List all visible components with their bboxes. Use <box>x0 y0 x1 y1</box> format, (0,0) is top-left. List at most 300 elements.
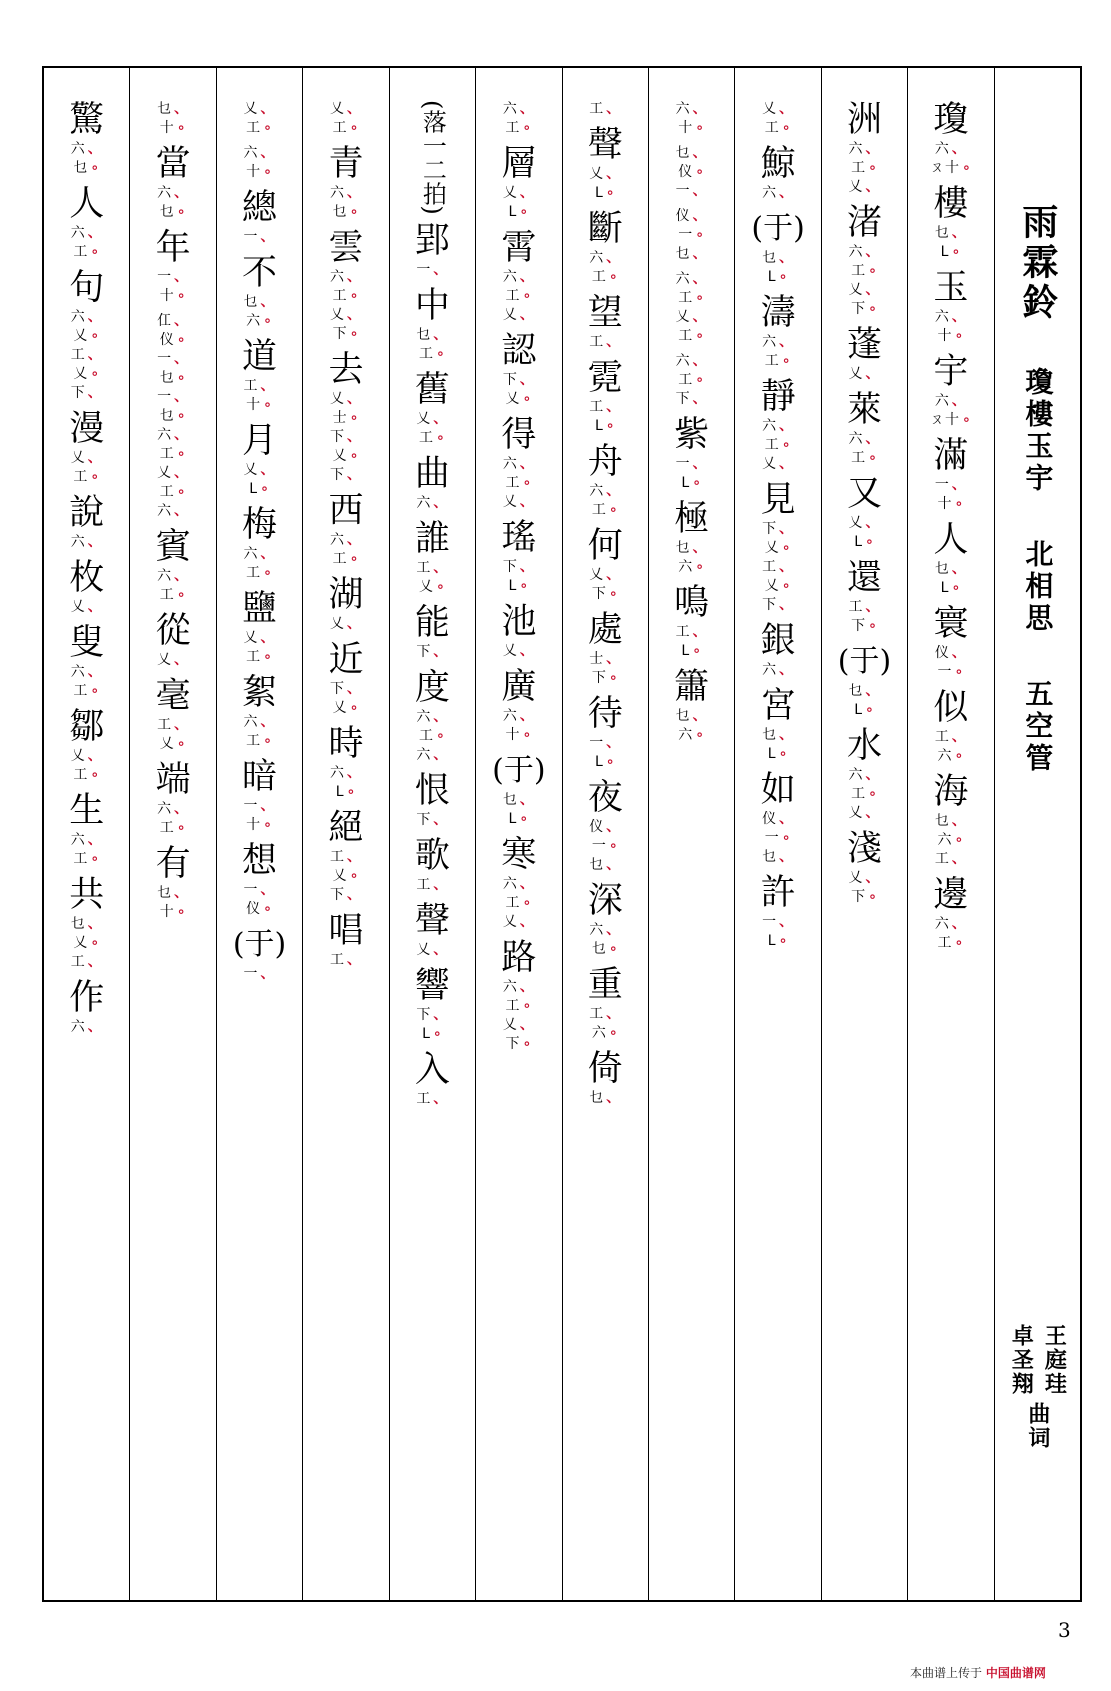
lyric-unit <box>328 724 363 802</box>
lyric-char: 似 <box>933 688 969 728</box>
beat-mark: 、 <box>779 597 795 613</box>
song-subtitle: 瓊樓玉宇 <box>1021 367 1055 495</box>
beat-mark: 、 <box>606 819 622 835</box>
beat-mark: 、 <box>865 515 881 531</box>
beat-mark: 、 <box>346 887 362 903</box>
notation-mark: 工 ∘ <box>419 345 446 362</box>
beat-mark: 、 <box>346 429 362 445</box>
notation-mark: 六 、 <box>589 483 622 499</box>
score-column-7 <box>390 68 476 1600</box>
beat-mark: 、 <box>346 616 362 632</box>
lyric-char: 舟 <box>587 442 623 482</box>
beat-mark: ∘ <box>781 540 792 556</box>
beat-mark: ∘ <box>176 120 187 136</box>
lyric-unit <box>847 390 882 468</box>
lyric-unit <box>242 757 277 835</box>
beat-mark: ∘ <box>954 748 965 764</box>
lyric-char: 枚 <box>69 558 105 598</box>
beat-mark: 、 <box>174 351 190 367</box>
lyric-char: (于) <box>492 753 546 788</box>
lyric-unit <box>242 841 277 919</box>
lyric-char: 從 <box>155 611 191 651</box>
lyric-char: 度 <box>414 667 450 708</box>
notation-mark: 六 、 <box>848 431 881 447</box>
notation-mark: 乂 ∘ <box>332 700 360 716</box>
lyric-unit <box>242 589 277 667</box>
beat-mark: 、 <box>433 261 449 278</box>
beat-mark: 、 <box>174 185 190 201</box>
notation-mark: L ∘ <box>854 702 875 718</box>
beat-mark: 、 <box>865 179 881 195</box>
beat-mark: ∘ <box>522 475 533 491</box>
beat-mark: 、 <box>865 141 881 157</box>
notation-mark: 下 、 <box>70 385 103 401</box>
notation-mark: 工 、 <box>329 849 362 865</box>
beat-mark: 、 <box>87 225 103 241</box>
beat-mark: 、 <box>779 811 795 827</box>
page-number: 3 <box>1058 1618 1071 1642</box>
lyric-char: 想 <box>242 841 278 881</box>
lyric-unit <box>503 100 535 138</box>
notation-mark: 工 ∘ <box>937 935 965 951</box>
beat-mark: 、 <box>174 465 190 481</box>
notation-mark: 工 、 <box>934 851 967 867</box>
notation-mark: 工 ∘ <box>73 767 101 783</box>
score-column-10 <box>130 68 216 1600</box>
notation-mark: 工 ∘ <box>246 120 273 136</box>
lyric-unit <box>761 873 796 951</box>
lyric-unit <box>157 100 189 138</box>
beat-mark: 、 <box>433 746 449 763</box>
notation-mark: 十 ∘ <box>159 120 187 136</box>
lyric-unit <box>233 925 286 984</box>
beat-mark: 、 <box>519 876 535 892</box>
beat-mark: 、 <box>951 851 967 867</box>
beat-mark: 、 <box>865 870 881 886</box>
beat-mark: ∘ <box>176 736 187 752</box>
lyric-unit <box>415 668 450 765</box>
notation-mark: 下 ∘ <box>851 618 878 634</box>
credit-role: 曲词 <box>1024 1402 1050 1450</box>
beat-mark: ∘ <box>349 448 360 464</box>
lyric-unit <box>156 144 191 222</box>
beat-mark: 、 <box>951 309 967 325</box>
notation-mark: 乜 、 <box>157 885 190 901</box>
credits-block <box>1005 1324 1069 1450</box>
beat-mark: 、 <box>779 418 795 434</box>
notation-mark: 乜 、 <box>157 101 190 117</box>
lyric-char: 瓊 <box>933 100 969 140</box>
notation-mark: 工 ∘ <box>246 565 273 581</box>
lyric-char: 霄 <box>501 228 537 268</box>
notation-mark: 一 、 <box>243 229 276 245</box>
beat-mark: ∘ <box>90 160 101 176</box>
beat-mark: ∘ <box>692 643 702 659</box>
beat-mark: 、 <box>433 326 449 343</box>
notation-mark: 工 ∘ <box>159 446 187 462</box>
beat-mark: ∘ <box>90 767 101 783</box>
notation-mark: 乂 ∘ <box>73 366 101 382</box>
notation-mark: 工 、 <box>157 717 190 733</box>
lyric-unit <box>761 621 796 680</box>
lyric-unit <box>838 642 891 720</box>
notation-mark: 工 ∘ <box>505 288 533 304</box>
beat-mark: ∘ <box>263 817 273 833</box>
lyric-char: 宮 <box>760 686 796 726</box>
beat-mark: ∘ <box>90 469 101 485</box>
lyric-unit <box>588 358 623 436</box>
beat-mark: ∘ <box>176 820 187 836</box>
beat-mark: 、 <box>174 717 190 733</box>
lyric-unit <box>156 228 191 306</box>
notation-mark: 工 ∘ <box>419 727 446 744</box>
beat-mark: ∘ <box>608 586 619 602</box>
beat-mark: 、 <box>433 941 449 958</box>
lyric-unit <box>242 253 277 331</box>
lyric-char: 邊 <box>933 875 969 915</box>
beat-mark: 、 <box>951 477 967 493</box>
notation-mark: 乂 、 <box>848 805 881 821</box>
notation-mark: 乜 、 <box>243 294 276 310</box>
lyric-unit <box>501 228 536 325</box>
notation-mark: 乂 、 <box>416 410 449 427</box>
beat-mark: ∘ <box>608 670 619 686</box>
lyric-char: 近 <box>328 640 364 680</box>
notation-mark: L ∘ <box>767 746 789 762</box>
notation-mark: 六 、 <box>502 979 535 995</box>
notation-mark: 一 、 <box>934 477 967 493</box>
beat-mark: 、 <box>779 662 795 678</box>
notation-mark: 乂 、 <box>848 282 881 298</box>
notation-mark: L ∘ <box>767 269 789 285</box>
lyric-char: 月 <box>242 421 278 461</box>
notation-mark: 士 、 <box>589 651 622 667</box>
beat-mark: ∘ <box>695 164 706 180</box>
notation-mark: 乂 、 <box>848 179 881 195</box>
beat-mark: 、 <box>174 801 190 817</box>
lyric-char: 曲 <box>414 453 450 494</box>
beat-mark: 、 <box>433 708 449 725</box>
beat-mark: ∘ <box>522 288 533 304</box>
credit-lyricist: 王庭珪 <box>1041 1324 1067 1396</box>
notation-mark: 乜 ∘ <box>159 204 187 220</box>
notation-mark: 工 ∘ <box>73 244 101 260</box>
notation-mark: 六 、 <box>934 393 967 409</box>
notation-mark: 一 、 <box>243 798 276 814</box>
beat-mark: ∘ <box>176 332 187 348</box>
beat-mark: ∘ <box>90 366 101 382</box>
notation-mark: 六 、 <box>675 271 708 287</box>
lyric-unit <box>588 610 623 688</box>
beat-mark: ∘ <box>263 733 273 749</box>
lyric-unit <box>415 286 450 364</box>
lyric-char: 中 <box>414 285 450 326</box>
notation-mark: 乜 、 <box>934 561 967 577</box>
beat-mark: ∘ <box>176 484 187 500</box>
lyric-unit <box>676 352 708 409</box>
notation-mark: 乂 、 <box>675 309 708 325</box>
notation-mark: 乂 、 <box>589 567 622 583</box>
lyric-char: 何 <box>587 526 623 566</box>
lyric-unit <box>415 1050 450 1109</box>
notation-mark: 六 ∘ <box>246 313 273 329</box>
notation-mark: 一 ∘ <box>937 664 965 680</box>
notation-mark: 下 ∘ <box>332 326 360 342</box>
beat-mark: 、 <box>606 399 622 415</box>
notation-mark: 一 、 <box>157 269 190 285</box>
beat-mark: 、 <box>951 141 967 157</box>
beat-mark: ∘ <box>868 263 878 279</box>
lyric-char: 梅 <box>242 505 278 545</box>
beat-mark: 、 <box>692 624 708 640</box>
lyric-unit <box>933 688 968 766</box>
notation-mark: 乜 ∘ <box>73 160 101 176</box>
beat-mark: 、 <box>519 101 535 117</box>
notation-mark: 乂 、 <box>329 391 362 407</box>
lyric-unit <box>588 881 623 959</box>
notation-mark: 六 、 <box>934 141 967 157</box>
lyric-unit <box>69 875 104 972</box>
beat-mark: 、 <box>779 521 795 537</box>
beat-mark: 、 <box>951 645 967 661</box>
notation-mark: 乜 ∘ <box>159 370 187 386</box>
lyric-unit <box>244 144 276 182</box>
beat-mark: ∘ <box>263 901 273 917</box>
lyric-char: 寰 <box>933 604 969 644</box>
notation-mark: 六 、 <box>70 141 103 157</box>
beat-mark: 、 <box>87 450 103 466</box>
notation-mark: 十 ∘ <box>937 328 965 344</box>
beat-mark: 、 <box>606 1090 622 1106</box>
notation-mark: 工 ∘ <box>332 120 360 136</box>
beat-mark: ∘ <box>954 664 965 680</box>
beat-mark: ∘ <box>522 727 533 743</box>
lyric-unit <box>328 491 363 569</box>
notation-mark: 乂 、 <box>502 643 535 659</box>
notation-mark: 乂 、 <box>762 456 795 472</box>
lyric-unit <box>674 415 709 493</box>
notation-mark: 下 、 <box>416 811 449 828</box>
beat-mark: ∘ <box>522 120 533 136</box>
lyric-char: 叟 <box>69 623 105 663</box>
beat-mark: 、 <box>174 269 190 285</box>
lyric-unit <box>156 527 191 605</box>
lyric-unit <box>933 520 968 598</box>
footer <box>910 1664 1046 1681</box>
notation-mark: 工 ∘ <box>851 160 878 176</box>
lyric-char: 入 <box>414 1049 450 1090</box>
beat-mark: ∘ <box>263 565 273 581</box>
notation-mark: 工 、 <box>675 624 708 640</box>
lyric-char: 說 <box>69 493 105 533</box>
lyric-unit <box>588 526 623 604</box>
lyric-char: 樓 <box>933 184 969 224</box>
notation-mark: 一 ∘ <box>764 830 792 846</box>
beat-mark: ∘ <box>349 204 360 220</box>
beat-mark: 、 <box>519 185 535 201</box>
notation-mark: 乂 、 <box>243 101 276 117</box>
notation-mark: 乂 ∘ <box>332 868 360 884</box>
notation-mark: 六 、 <box>329 532 362 548</box>
beat-mark: ∘ <box>349 288 360 304</box>
lyric-char: 聲 <box>414 900 450 941</box>
beat-mark: 、 <box>519 559 535 575</box>
beat-mark: 、 <box>692 353 708 369</box>
notation-mark: 乜 、 <box>416 326 449 343</box>
beat-mark: 、 <box>779 334 795 350</box>
notation-mark: 一 ∘ <box>678 227 706 243</box>
notation-mark: 六 、 <box>70 309 103 325</box>
notation-mark: 乂 ∘ <box>764 578 792 594</box>
notation-mark: 六 ∘ <box>937 748 965 764</box>
notation-mark: 六 、 <box>848 141 881 157</box>
lyric-char: 時 <box>328 724 364 764</box>
lyric-char: 簫 <box>674 667 710 707</box>
lyric-unit <box>761 293 796 371</box>
song-title: 雨霖鈴 <box>1016 203 1058 323</box>
beat-mark: ∘ <box>519 578 530 594</box>
beat-mark: 、 <box>174 101 190 117</box>
lyric-char: 絕 <box>328 808 364 848</box>
notation-mark: 工 、 <box>589 1006 622 1022</box>
lyric-unit <box>69 493 104 552</box>
lyric-unit <box>415 966 450 1044</box>
lyric-unit <box>588 293 623 352</box>
notation-mark: 六 、 <box>70 1019 103 1035</box>
beat-mark: ∘ <box>951 244 962 260</box>
beat-mark: ∘ <box>349 326 360 342</box>
notation-mark: 下 、 <box>762 521 795 537</box>
lyric-unit <box>501 415 536 512</box>
beat-mark: 、 <box>87 748 103 764</box>
beat-mark: ∘ <box>954 935 965 951</box>
lyric-unit <box>588 209 623 287</box>
lyric-unit <box>69 791 104 869</box>
score-column-3 <box>735 68 821 1600</box>
beat-mark: ∘ <box>695 559 706 575</box>
beat-mark: 、 <box>692 271 708 287</box>
beat-mark: 、 <box>433 811 449 828</box>
lyric-unit <box>674 499 709 577</box>
notation-mark: 工 ∘ <box>764 353 792 369</box>
lyric-char: 舊 <box>414 369 450 410</box>
beat-mark: 、 <box>433 1090 449 1107</box>
beat-mark: 、 <box>519 494 535 510</box>
notation-mark: 六 、 <box>243 714 276 730</box>
notation-mark: L ∘ <box>767 933 789 949</box>
notation-mark: 工 、 <box>243 378 276 394</box>
notation-mark: 六 、 <box>329 765 362 781</box>
lyric-char: 不 <box>242 253 278 293</box>
lyric-char: 鳴 <box>674 583 710 623</box>
score-frame <box>42 66 1082 1602</box>
lyric-unit <box>415 221 450 280</box>
notation-mark: 乂 、 <box>502 307 535 323</box>
lyric-char: 深 <box>587 881 623 921</box>
beat-mark: ∘ <box>436 578 446 595</box>
lyric-char: 見 <box>760 480 796 520</box>
beat-mark: ∘ <box>695 727 706 743</box>
lyric-char: 還 <box>847 558 883 598</box>
lyric-unit <box>589 100 621 119</box>
notation-mark: 六 、 <box>329 185 362 201</box>
lyric-unit <box>761 144 796 203</box>
beat-mark: 、 <box>433 559 449 576</box>
lyric-char: 萊 <box>847 390 883 430</box>
beat-mark: ∘ <box>349 410 360 426</box>
notation-mark: 乂 ∘ <box>159 736 187 752</box>
beat-mark: 、 <box>346 269 362 285</box>
lyric-char: 又 <box>847 474 883 514</box>
notation-mark: 仪 、 <box>762 811 795 827</box>
beat-mark: ∘ <box>695 328 706 344</box>
beat-mark: 、 <box>260 630 276 646</box>
lyric-char: 蓬 <box>847 325 883 365</box>
beat-mark: 、 <box>692 309 708 325</box>
notation-mark: 仪 、 <box>934 645 967 661</box>
beat-mark: 、 <box>174 313 190 329</box>
lyric-char: 認 <box>501 331 537 371</box>
notation-mark: L ∘ <box>681 475 702 491</box>
notation-mark: 六 、 <box>502 101 535 117</box>
lyric-unit <box>157 312 189 521</box>
beat-mark: 、 <box>433 410 449 427</box>
beat-mark: 、 <box>692 391 708 407</box>
notation-mark: 乂 、 <box>70 748 103 764</box>
notation-mark: 一 ∘ <box>591 838 619 854</box>
lyric-char: 鄒 <box>69 707 105 747</box>
lyric-char: 人 <box>69 184 105 224</box>
lyric-char: 紫 <box>674 415 710 455</box>
notation-mark: 乂 ∘ <box>332 448 360 464</box>
beat-mark: 、 <box>951 561 967 577</box>
notation-mark: 仪 、 <box>589 819 622 835</box>
notation-mark: 乜 ∘ <box>591 941 619 957</box>
notation-mark: 六 、 <box>70 534 103 550</box>
beat-mark: 、 <box>346 467 362 483</box>
lyric-unit <box>588 778 623 875</box>
beat-mark: ∘ <box>263 120 273 136</box>
notation-mark: L ∘ <box>335 784 357 800</box>
lyric-char: 郢 <box>414 220 450 261</box>
lyric-char: 處 <box>587 610 623 650</box>
beat-mark: ∘ <box>176 288 187 304</box>
lyric-unit <box>676 100 708 138</box>
lyric-unit <box>69 409 104 487</box>
beat-mark: 、 <box>174 427 190 443</box>
beat-mark: 、 <box>519 456 535 472</box>
lyric-char: 誰 <box>414 518 450 559</box>
lyric-unit <box>588 125 623 203</box>
notation-mark: 士 ∘ <box>332 410 360 426</box>
notation-mark: L ∘ <box>249 481 270 497</box>
notation-mark: 工 ∘ <box>159 587 187 603</box>
beat-mark: ∘ <box>346 784 357 800</box>
beat-mark: 、 <box>260 294 276 310</box>
notation-mark: 乜 、 <box>70 916 103 932</box>
beat-mark: ∘ <box>605 754 616 770</box>
notation-mark: 乂 、 <box>329 616 362 632</box>
notation-mark: 下 ∘ <box>591 586 619 602</box>
beat-mark: ∘ <box>954 496 965 512</box>
notation-mark: 六 、 <box>243 145 276 161</box>
notation-mark: 工 、 <box>762 559 795 575</box>
beat-mark: ∘ <box>436 345 446 362</box>
notation-mark: 六 、 <box>502 269 535 285</box>
notation-mark: 六 、 <box>762 662 795 678</box>
beat-mark: 、 <box>260 229 276 245</box>
notation-mark: 乜 、 <box>762 849 795 865</box>
